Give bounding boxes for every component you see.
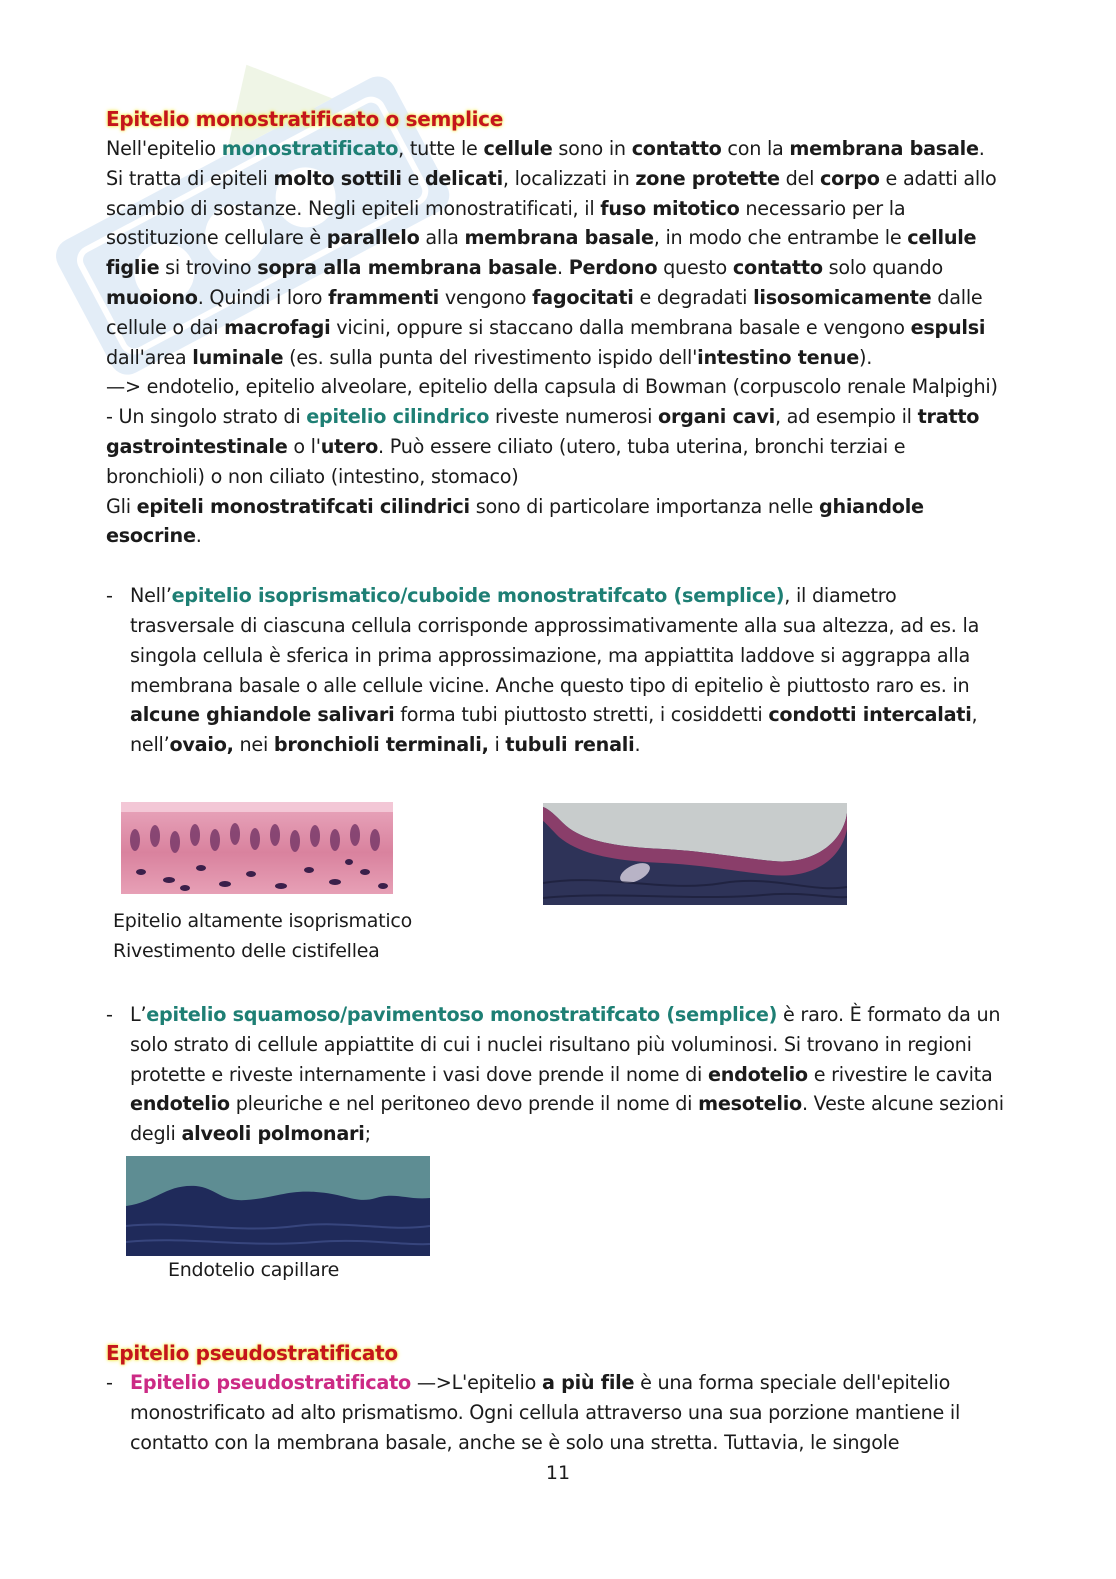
caption-isoprismatico-line1: Epitelio altamente isoprismatico (113, 910, 412, 932)
bullet-isoprismatico (106, 581, 1006, 760)
section-title-monostratificato: Epitelio monostratificato o semplice (106, 107, 504, 131)
text-run: vengono (438, 285, 533, 309)
text-run: epitelio cilindrico (306, 405, 490, 429)
text-run: e degradati (633, 285, 754, 309)
text-run: e (401, 166, 425, 190)
text-run: cellule (483, 137, 553, 160)
text-run: dall'area (106, 345, 193, 369)
text-run: ). (859, 345, 873, 369)
text-run: , localizzati in (502, 166, 636, 190)
paragraph-examples (106, 372, 1006, 402)
text-run: fuso mitotico (600, 196, 740, 220)
bullet-pseudostratificato-text (130, 1371, 960, 1454)
caption-endotelio: Endotelio capillare (168, 1259, 340, 1281)
caption-isoprismatico-line2: Rivestimento delle cistifellea (113, 940, 380, 962)
bullet-pseudostratificato (106, 1368, 1006, 1457)
text-run: si trovino (159, 256, 258, 280)
text-run: lisosomicamente (753, 285, 932, 309)
text-run: , ad esempio il (774, 405, 918, 429)
text-run: —> endotelio, epitelio alveolare, epitelio della capsula di Bowman (corpuscolo renale Malpighi) (106, 375, 998, 399)
text-run: intestino tenue (697, 345, 860, 369)
text-run: epiteli monostratifcati cilindrici (136, 494, 470, 518)
bullet-isoprismatico-text (130, 584, 979, 756)
text-run: delicati (424, 166, 503, 190)
text-run: nei (233, 733, 274, 757)
paragraph-monostratificato-intro (106, 134, 1006, 372)
text-run: , tutte le (398, 137, 484, 160)
text-run: - Un singolo strato di (106, 405, 307, 429)
text-run: , nell’ (130, 703, 978, 757)
text-run: organi cavi (658, 405, 775, 429)
section-title-pseudostratificato: Epitelio pseudostratificato (106, 1341, 398, 1365)
text-run: pleuriche e nel peritoneo devo prende il nome di (229, 1092, 699, 1116)
text-run: . (195, 524, 202, 548)
paragraph-cilindrico (106, 402, 1006, 491)
text-run: forma tubi piuttosto stretti, i cosiddetti (394, 703, 769, 727)
text-run: a più file (541, 1371, 635, 1394)
text-run: tratto gastrointestinale (106, 405, 980, 458)
text-run: membrana basale (789, 137, 979, 160)
text-run: ovaio, (169, 733, 234, 757)
text-run: tubuli renali (505, 733, 635, 757)
text-run: Nell'epitelio (106, 137, 222, 160)
text-run: è una forma speciale dell'epitelio monostrificato ad alto prismatismo. Ogni cellula attraverso una sua porzione mantiene il contatto con la membrana basale, anche se è solo una stretta. Tuttavia, le singole (130, 1371, 961, 1454)
text-run: necessario per la sostituzione cellulare è (106, 196, 906, 250)
text-run: alcune ghiandole salivari (130, 703, 395, 727)
text-run: espulsi (910, 315, 986, 339)
histology-image-isoprismatico (121, 802, 393, 894)
text-run: L’ (130, 1003, 147, 1026)
text-run: luminale (192, 345, 284, 369)
text-run: con la (721, 137, 790, 160)
bullet-dash: - (106, 1003, 113, 1026)
text-run: condotti intercalati (768, 703, 972, 727)
text-run: , in modo che entrambe le (653, 226, 908, 250)
text-run: Gli (106, 494, 137, 518)
page-content (106, 104, 1006, 760)
paragraph-ghiandole (106, 492, 1006, 552)
page-content-squamoso (106, 1000, 1006, 1149)
bullet-squamoso-text (130, 1003, 1004, 1145)
bullet-dash: - (106, 1371, 113, 1394)
text-run: epitelio isoprismatico/cuboide monostratifcato (semplice) (171, 584, 785, 608)
text-run: bronchioli terminali, (273, 733, 489, 757)
text-run: . Si tratta di epiteli (106, 137, 985, 190)
text-run: dalle cellule o dai (106, 285, 983, 339)
histology-image-endotelio (126, 1156, 430, 1256)
text-run: Epitelio pseudostratificato (130, 1371, 411, 1394)
text-run: parallelo (326, 226, 420, 250)
text-run: . (557, 256, 569, 280)
text-run: muoiono (106, 285, 198, 309)
text-run: Perdono (568, 256, 658, 280)
text-run: ghiandole esocrine (106, 494, 924, 548)
text-run: o l' (287, 434, 321, 458)
text-run: monostratificato (221, 137, 399, 160)
text-run: è raro. È formato da un solo strato di cellule appiattite di cui i nuclei risultano più voluminosi. Si trovano in regioni protette e riveste internamente i vasi dove prende il nome di (130, 1003, 1001, 1086)
text-run: contatto (631, 137, 722, 160)
text-run: ; (364, 1122, 371, 1146)
text-run: solo quando (822, 256, 943, 280)
text-run: alla (419, 226, 465, 250)
text-run: zone protette (635, 166, 780, 190)
text-run: mesotelio (698, 1092, 802, 1116)
text-run: e rivestire le cavita (807, 1062, 993, 1086)
text-run: macrofagi (224, 315, 331, 339)
text-run: riveste numerosi (489, 405, 659, 429)
text-run: vicini, oppure si staccano dalla membrana basale e vengono (330, 315, 911, 339)
text-run: (es. sulla punta del rivestimento ispido dell' (283, 345, 698, 369)
text-run: e adatti allo scambio di sostanze. Negli epiteli monostratificati, il (106, 166, 997, 220)
text-run: contatto (732, 256, 823, 280)
text-run: sono in (552, 137, 632, 160)
text-run: fagocitati (532, 285, 634, 309)
text-run: endotelio (130, 1092, 230, 1116)
text-run: . Quindi i loro (197, 285, 329, 309)
text-run: membrana basale (464, 226, 654, 250)
text-run: , il diametro trasversale di ciascuna cellula corrisponde approssimativamente alla sua altezza, ad es. la singola cellula è sferica in prima approssimazione, ma appiattita laddove si aggrappa alla membrana basale o alle cellule vicine. Anche questo tipo di epitelio è piuttosto raro es. in (130, 584, 980, 697)
text-run: cellule figlie (106, 226, 977, 280)
text-run: epitelio squamoso/pavimentoso monostratifcato (semplice) (146, 1003, 778, 1026)
text-run: i (488, 733, 506, 757)
histology-image-cistifellea (543, 803, 847, 905)
text-run: alveoli polmonari (181, 1122, 365, 1146)
page-number: 11 (545, 1462, 571, 1484)
text-run: questo (657, 256, 733, 280)
text-run: . (634, 733, 641, 757)
text-run: utero (320, 434, 379, 458)
text-run: —>L'epitelio (410, 1371, 542, 1394)
text-run: . Può essere ciliato (utero, tuba uterina, bronchi terziai e bronchioli) o non ciliato (intestino, stomaco) (106, 434, 906, 488)
text-run: corpo (820, 166, 880, 190)
text-run: sopra alla membrana basale (257, 256, 558, 280)
text-run: del (779, 166, 821, 190)
text-run: Nell’ (130, 584, 172, 608)
text-run: molto sottili (273, 166, 402, 190)
text-run: frammenti (328, 285, 439, 309)
page-content-pseudostratificato (106, 1338, 1006, 1457)
bullet-squamoso (106, 1000, 1006, 1149)
text-run: sono di particolare importanza nelle (469, 494, 819, 518)
text-run: endotelio (707, 1062, 808, 1086)
bullet-dash: - (106, 584, 113, 608)
text-run: . Veste alcune sezioni degli (130, 1092, 1004, 1146)
